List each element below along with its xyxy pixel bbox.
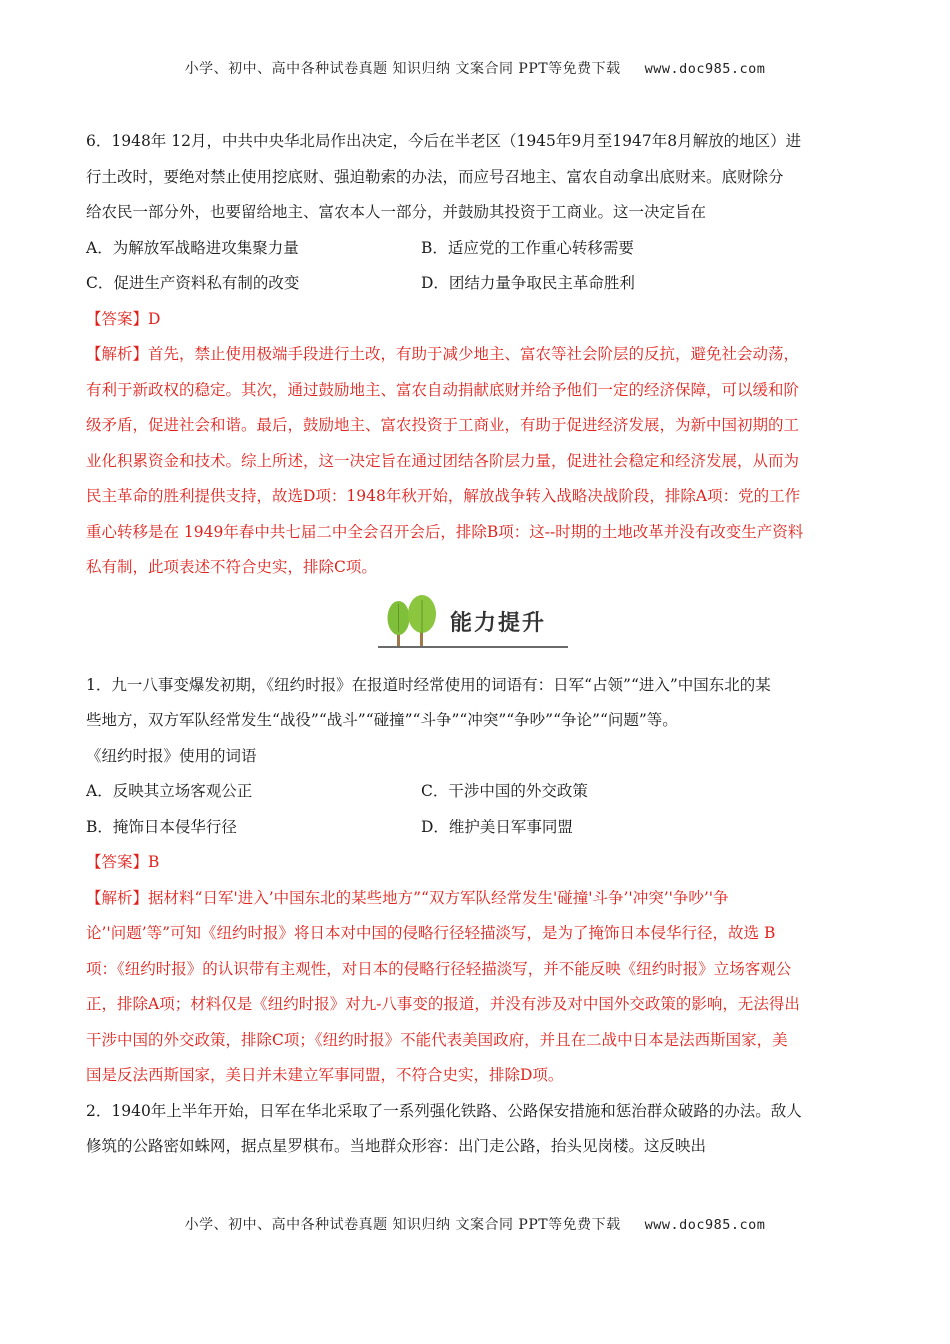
analysis-text: 业化积累资金和技术。综上所述，这一决定旨在通过团结各阶层力量，促进社会稳定和经济发展，从而为 — [86, 451, 800, 470]
tree-icon — [382, 594, 444, 650]
analysis-text: 正，排除A项；材料仅是《纽约时报》对九-八事变的报道，并没有涉及对中国外交政策的影响，无法得出 — [86, 995, 800, 1013]
analysis-text: 干涉中国的外交政策，排除C项；《纽约时报》不能代表美国政府，并且在二战中日本是法西斯国家，美 — [86, 1030, 788, 1049]
footer-url[interactable]: www.doc985.com — [644, 1217, 766, 1233]
analysis-text: 国是反法西斯国家，美日并未建立军事同盟，不符合史实，排除D项。 — [86, 1066, 564, 1084]
options-row — [86, 774, 866, 810]
footer-text: 小学、初中、高中各种试卷真题 知识归纳 文案合同 PPT等免费下载 — [184, 1217, 621, 1233]
question-stem: 6．1948年 12月，中共中央华北局作出决定，今后在半老区（1945年9月至1947年8月解放的地区）进 — [86, 132, 802, 150]
analysis-text: 有利于新政权的稳定。其次，通过鼓励地主、富农自动捐献底财并给予他们一定的经济保障，可以缓和阶 — [86, 380, 800, 399]
question-stem: 些地方，双方军队经常发生“战役”“战斗”“碰撞”“斗争”“冲突”“争吵”“争论”“问题”等。 — [86, 711, 678, 729]
question-stem: 行土改时，要绝对禁止使用挖底财、强迫勒索的办法，而应号召地主、富农自动拿出底财来。底财除分 — [86, 167, 784, 186]
options-row — [86, 231, 866, 267]
banner — [378, 594, 568, 654]
option-b: B．适应党的工作重心转移需要 — [421, 238, 634, 257]
analysis-text: 重心转移是在 1949年春中共七届二中全会召开会后，排除B项：这--时期的土地改革并没有改变生产资料 — [86, 522, 804, 541]
page-header — [0, 58, 950, 78]
section-title: 能力提升 — [450, 610, 547, 636]
option-c: C．干涉中国的外交政策 — [421, 782, 588, 800]
analysis-text: 民主革命的胜利提供支持，故选D项：1948年秋开始，解放战争转入战略决战阶段，排除A项：党的工作 — [86, 487, 801, 505]
option-b: B．掩饰日本侵华行径 — [86, 817, 237, 836]
option-a: A．反映其立场客观公正 — [86, 782, 253, 800]
page-footer — [0, 1214, 950, 1234]
question-stem: 1．九一八事变爆发初期，《纽约时报》在报道时经常使用的词语有：日军“占领”“进入”中国东北的某 — [86, 675, 771, 694]
question-2 — [86, 1094, 866, 1165]
question-stem: 修筑的公路密如蛛网，据点星罗棋布。当地群众形容：出门走公路，抬头见岗楼。这反映出 — [86, 1137, 707, 1155]
option-c: C．促进生产资料私有制的改变 — [86, 274, 300, 292]
header-text: 小学、初中、高中各种试卷真题 知识归纳 文案合同 PPT等免费下载 — [184, 61, 621, 77]
section-banner — [86, 588, 866, 664]
question-6 — [86, 124, 866, 586]
option-d: D．维护美日军事同盟 — [421, 817, 573, 836]
answer: 【答案】D — [86, 309, 161, 328]
analysis — [86, 337, 866, 373]
question-1 — [86, 668, 866, 1094]
analysis-text: 首先，禁止使用极端手段进行土改，有助于减少地主、富农等社会阶层的反抗，避免社会动荡， — [148, 345, 800, 363]
analysis-text: 私有制，此项表述不符合史实，排除C项。 — [86, 558, 377, 576]
analysis-text: 论’'问题’等”可知《纽约时报》将日本对中国的侵略行径轻描淡写，是为了掩饰日本侵华行径，故选 B — [86, 924, 776, 942]
options-row — [86, 810, 866, 846]
analysis-label: 【解析】 — [86, 345, 149, 363]
analysis-text: 项：《纽约时报》的认识带有主观性，对日本的侵略行径轻描淡写，并不能反映《纽约时报》立场客观公 — [86, 959, 792, 978]
question-stem: 《纽约时报》使用的词语 — [86, 746, 257, 765]
question-stem: 给农民一部分外，也要留给地主、富农本人一部分，并鼓励其投资于工商业。这一决定旨在 — [86, 203, 707, 221]
analysis — [86, 881, 866, 917]
answer: 【答案】B — [86, 853, 160, 871]
option-a: A．为解放军战略进攻集聚力量 — [86, 238, 299, 257]
banner-underline — [378, 646, 568, 648]
page-content — [86, 124, 866, 1165]
analysis-text: 级矛盾，促进社会和谐。最后，鼓励地主、富农投资于工商业，有助于促进经济发展，为新中国初期的工 — [86, 416, 800, 434]
header-url[interactable]: www.doc985.com — [644, 61, 766, 77]
option-d: D．团结力量争取民主革命胜利 — [421, 274, 635, 292]
question-stem: 2．1940年上半年开始，日军在华北采取了一系列强化铁路、公路保安措施和惩治群众破路的办法。敌人 — [86, 1101, 802, 1120]
options-row — [86, 266, 866, 302]
analysis-label: 【解析】 — [86, 888, 149, 907]
analysis-text: 据材料“日军'进入’中国东北的某些地方”“双方军队经常发生'碰撞'斗争’'冲突’'争吵’'争 — [148, 888, 729, 907]
